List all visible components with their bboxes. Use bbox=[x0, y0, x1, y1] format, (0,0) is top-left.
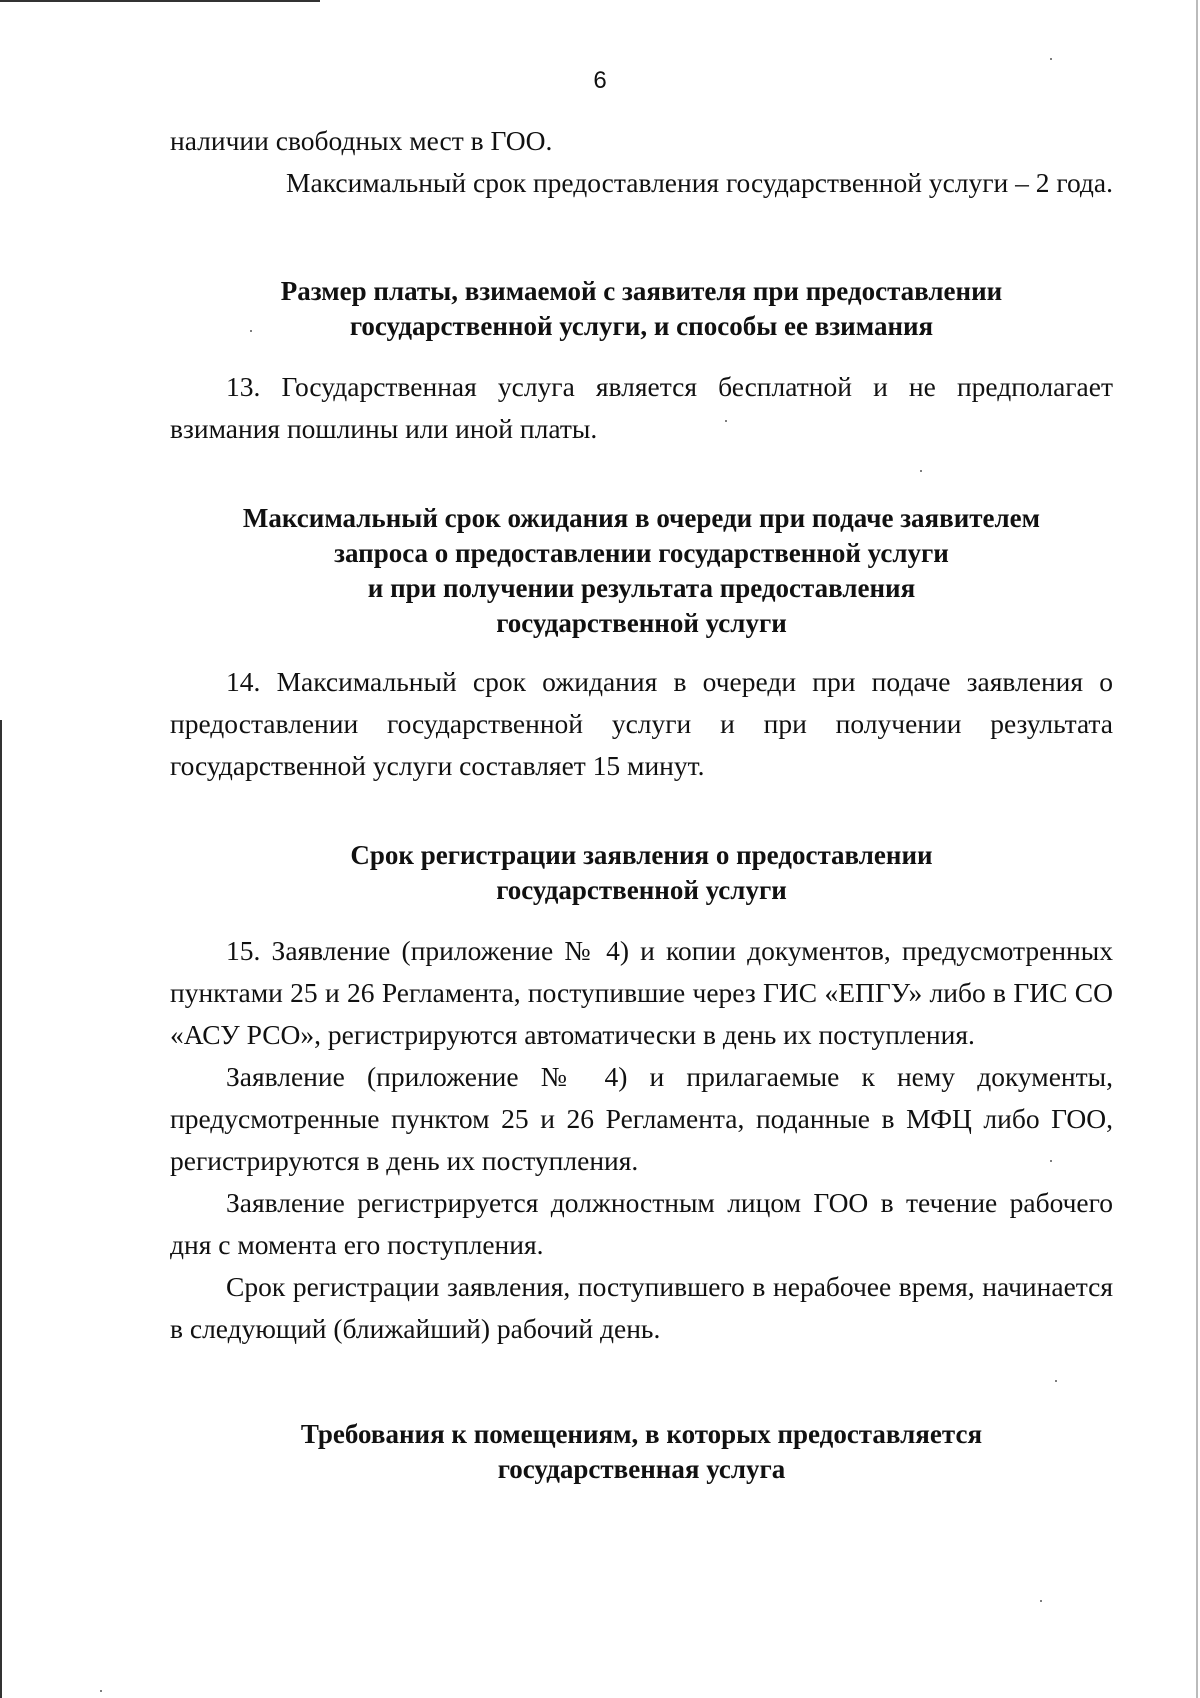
heading-line: и при получении результата предоставления bbox=[367, 573, 916, 603]
scan-speck bbox=[920, 470, 922, 472]
section-fee-heading bbox=[170, 274, 1113, 344]
heading-line: Срок регистрации заявления о предоставлении bbox=[350, 840, 933, 870]
heading-line: государственной услуги bbox=[496, 608, 787, 638]
scan-edge-left bbox=[0, 720, 2, 1698]
scan-edge-top bbox=[0, 0, 320, 2]
section-premises-heading bbox=[170, 1417, 1113, 1487]
heading-line: Максимальный срок ожидания в очереди при подаче заявителем bbox=[242, 503, 1041, 533]
section-queue-text bbox=[170, 661, 1113, 787]
heading-line: государственная услуга bbox=[497, 1454, 786, 1484]
paragraph-15-officer: Заявление регистрируется должностным лицом ГОО в течение рабочего дня с момента его поступления. bbox=[170, 1187, 1113, 1260]
heading-line: Требования к помещениям, в которых предоставляется bbox=[300, 1419, 983, 1449]
paragraph-13: 13. Государственная услуга является бесплатной и не предполагает взимания пошлины или иной платы. bbox=[170, 371, 1113, 444]
heading-line: государственной услуги bbox=[496, 875, 787, 905]
page-number: 6 bbox=[593, 67, 607, 94]
paragraph-14: 14. Максимальный срок ожидания в очереди при подаче заявления о предоставлении государственной услуги и при получении результата государственной услуги составляет 15 минут. bbox=[170, 666, 1113, 781]
intro-text bbox=[170, 120, 1113, 204]
paragraph-15-mfc: Заявление (приложение № 4) и прилагаемые к нему документы, предусмотренные пунктом 25 и 26 Регламента, поданные в МФЦ либо ГОО, регистрируются в день их поступления. bbox=[170, 1061, 1113, 1176]
section-fee-text bbox=[170, 366, 1113, 450]
heading-line: государственной услуги, и способы ее взимания bbox=[349, 311, 934, 341]
section-registration-text bbox=[170, 930, 1113, 1350]
section-registration-heading bbox=[170, 838, 1113, 908]
paragraph-15: 15. Заявление (приложение № 4) и копии документов, предусмотренных пунктами 25 и 26 Регламента, поступившие через ГИС «ЕПГУ» либо в ГИС СО «АСУ РСО», регистрируются автоматически в день их поступления. bbox=[170, 935, 1113, 1050]
paragraph-15-nonworking: Срок регистрации заявления, поступившего в нерабочее время, начинается в следующий (ближайший) рабочий день. bbox=[170, 1271, 1113, 1344]
scan-speck bbox=[1050, 58, 1052, 60]
scan-edge-right bbox=[1196, 0, 1198, 1698]
heading-line: Размер платы, взимаемой с заявителя при предоставлении bbox=[280, 276, 1003, 306]
heading-line: запроса о предоставлении государственной услуги bbox=[334, 538, 949, 568]
scan-speck bbox=[100, 1690, 102, 1692]
scan-speck bbox=[1055, 1380, 1057, 1382]
scan-speck bbox=[1040, 1600, 1042, 1602]
section-queue-heading bbox=[170, 501, 1113, 641]
continuation-paragraph: наличии свободных мест в ГОО. bbox=[170, 125, 553, 156]
max-term-paragraph: Максимальный срок предоставления государственной услуги – 2 года. bbox=[286, 167, 1113, 198]
